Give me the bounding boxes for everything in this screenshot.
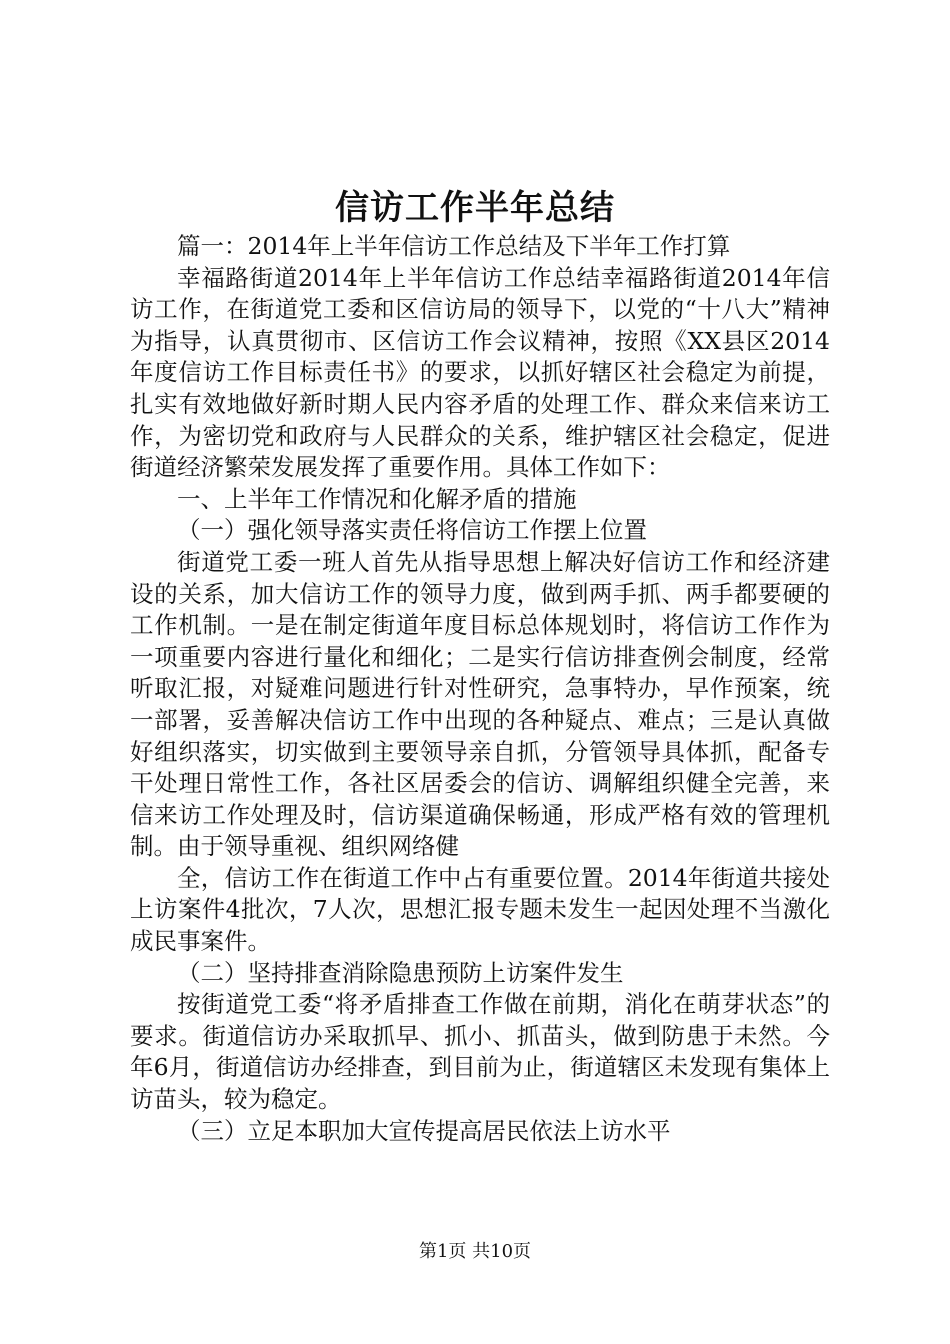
body-paragraph-3: 按街道党工委“将矛盾排查工作做在前期，消化在萌芽状态”的要求。街道信访办采取抓早、抓小、抓苗头，做到防患于未然。今年6月，街道信访办经排查，到目前为止，街道辖区未发现有集体上访苗头，较为稳定。 [130, 990, 830, 1114]
intro-paragraph: 幸福路街道2014年上半年信访工作总结幸福路街道2014年信访工作，在街道党工委和区信访局的领导下，以党的“十八大”精神为指导，认真贯彻市、区信访工作会议精神，按照《XX县区2014年度信访工作目标责任书》的要求，以抓好辖区社会稳定为前提，扎实有效地做好新时期人民内容矛盾的处理工作、群众来信来访工作，为密切党和政府与人民群众的关系，维护辖区社会稳定，促进街道经济繁荣发展发挥了重要作用。具体工作如下： [130, 263, 830, 482]
document-title: 信访工作半年总结 [335, 188, 615, 228]
section-heading: 一、上半年工作情况和化解矛盾的措施 [177, 484, 577, 513]
page-footer: 第1页 共10页 [418, 1241, 532, 1262]
subsection-heading-1: （一）强化领导落实责任将信访工作摆上位置 [177, 516, 647, 545]
subsection-heading-3: （三）立足本职加大宣传提高居民依法上访水平 [177, 1116, 671, 1145]
chapter-heading: 篇一：2014年上半年信访工作总结及下半年工作打算 [177, 232, 731, 260]
body-paragraph-1: 街道党工委一班人首先从指导思想上解决好信访工作和经济建设的关系，加大信访工作的领导力度，做到两手抓、两手都要硬的工作机制。一是在制定街道年度目标总体规划时，将信访工作作为一项重要内容进行量化和细化；二是实行信访排查例会制度，经常听取汇报，对疑难问题进行针对性研究，急事特办，早作预案，统一部署，妥善解决信访工作中出现的各种疑点、难点；三是认真做好组织落实，切实做到主要领导亲自抓，分管领导具体抓，配备专干处理日常性工作，各社区居委会的信访、调解组织健全完善，来信来访工作处理及时，信访渠道确保畅通，形成严格有效的管理机制。由于领导重视、组织网络健 [130, 547, 830, 861]
document-body [130, 231, 830, 1147]
body-paragraph-2: 全，信访工作在街道工作中占有重要位置。2014年街道共接处上访案件4批次，7人次，思想汇报专题未发生一起因处理不当激化成民事案件。 [130, 863, 830, 956]
subsection-heading-2: （二）坚持排查消除隐患预防上访案件发生 [177, 958, 624, 987]
